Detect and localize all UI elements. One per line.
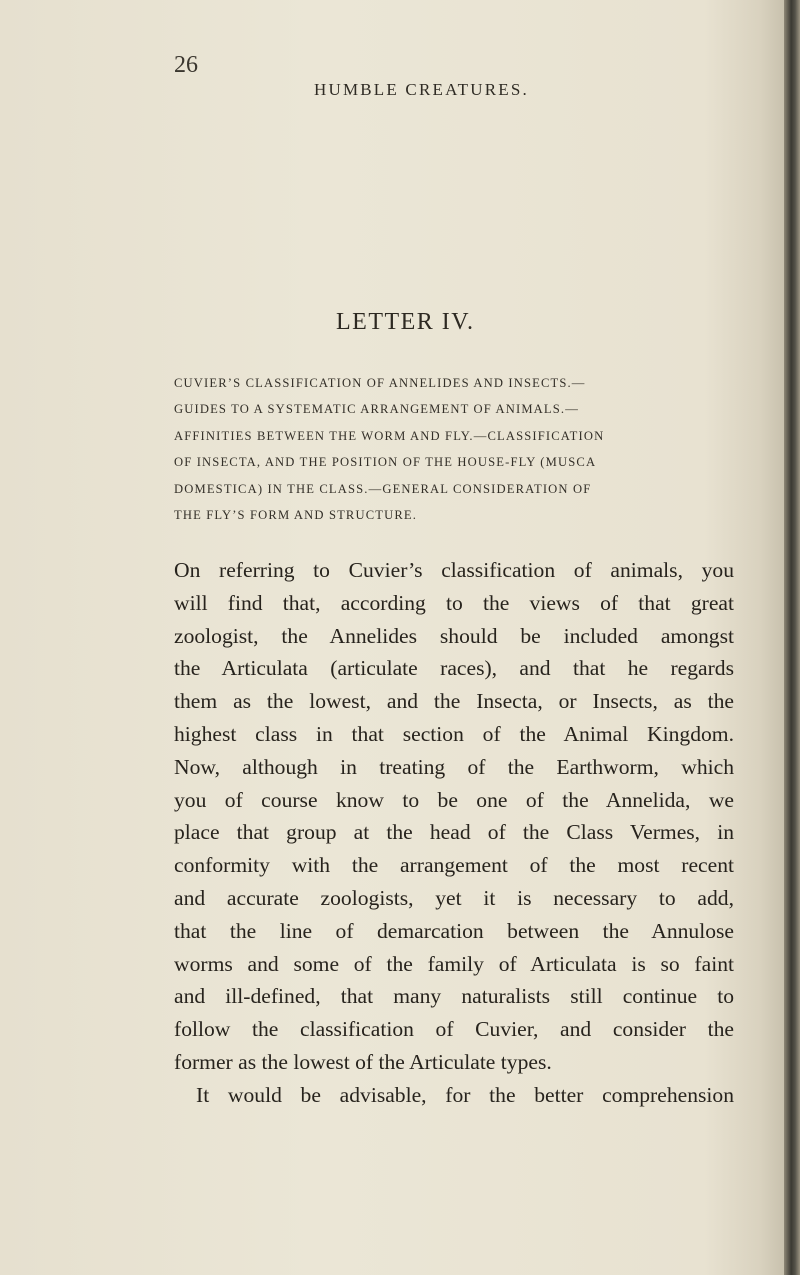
body-line: and ill-defined, that many naturalists still continue to <box>174 984 734 1009</box>
running-head: HUMBLE CREATURES. <box>314 80 529 99</box>
body-text <box>174 554 734 1112</box>
body-line: conformity with the arrangement of the most recent <box>174 853 734 878</box>
body-line: On referring to Cuvier’s classification of animals, you <box>174 558 734 582</box>
page-number: 26 <box>174 52 198 78</box>
body-line: It would be advisable, for the better comprehension <box>196 1082 734 1107</box>
body-line: and accurate zoologists, yet it is necessary to add, <box>174 885 734 910</box>
body-line: zoologist, the Annelides should be included amongst <box>174 623 734 648</box>
body-line: former as the lowest of the Articulate types. <box>174 1049 552 1074</box>
body-line: place that group at the head of the Class Vermes, in <box>174 820 734 845</box>
body-line: them as the lowest, and the Insecta, or Insects, as the <box>174 689 734 714</box>
synopsis-line: OF INSECTA, AND THE POSITION OF THE HOUSE-FLY (MUSCA <box>174 455 597 470</box>
body-line: Now, although in treating of the Earthworm, which <box>174 754 734 779</box>
page-binding-edge <box>784 0 800 1275</box>
body-line: worms and some of the family of Articulata is so faint <box>174 951 734 976</box>
chapter-synopsis <box>174 370 734 528</box>
body-line: that the line of demarcation between the Annulose <box>174 918 734 943</box>
body-line: the Articulata (articulate races), and that he regards <box>174 656 734 681</box>
synopsis-line: THE FLY’S FORM AND STRUCTURE. <box>174 507 418 522</box>
body-line: you of course know to be one of the Annelida, we <box>174 787 734 812</box>
synopsis-line: DOMESTICA) IN THE CLASS.—GENERAL CONSIDERATION OF <box>174 481 592 496</box>
synopsis-line: CUVIER’S CLASSIFICATION OF ANNELIDES AND INSECTS.— <box>174 376 586 390</box>
body-line: will find that, according to the views of that great <box>174 590 734 615</box>
synopsis-line: GUIDES TO A SYSTEMATIC ARRANGEMENT OF ANIMALS.— <box>174 402 579 417</box>
body-line: follow the classification of Cuvier, and consider the <box>174 1017 734 1042</box>
synopsis-line: AFFINITIES BETWEEN THE WORM AND FLY.—CLASSIFICATION <box>174 428 605 443</box>
body-line: highest class in that section of the Animal Kingdom. <box>174 721 734 746</box>
chapter-title: LETTER IV. <box>336 309 475 335</box>
